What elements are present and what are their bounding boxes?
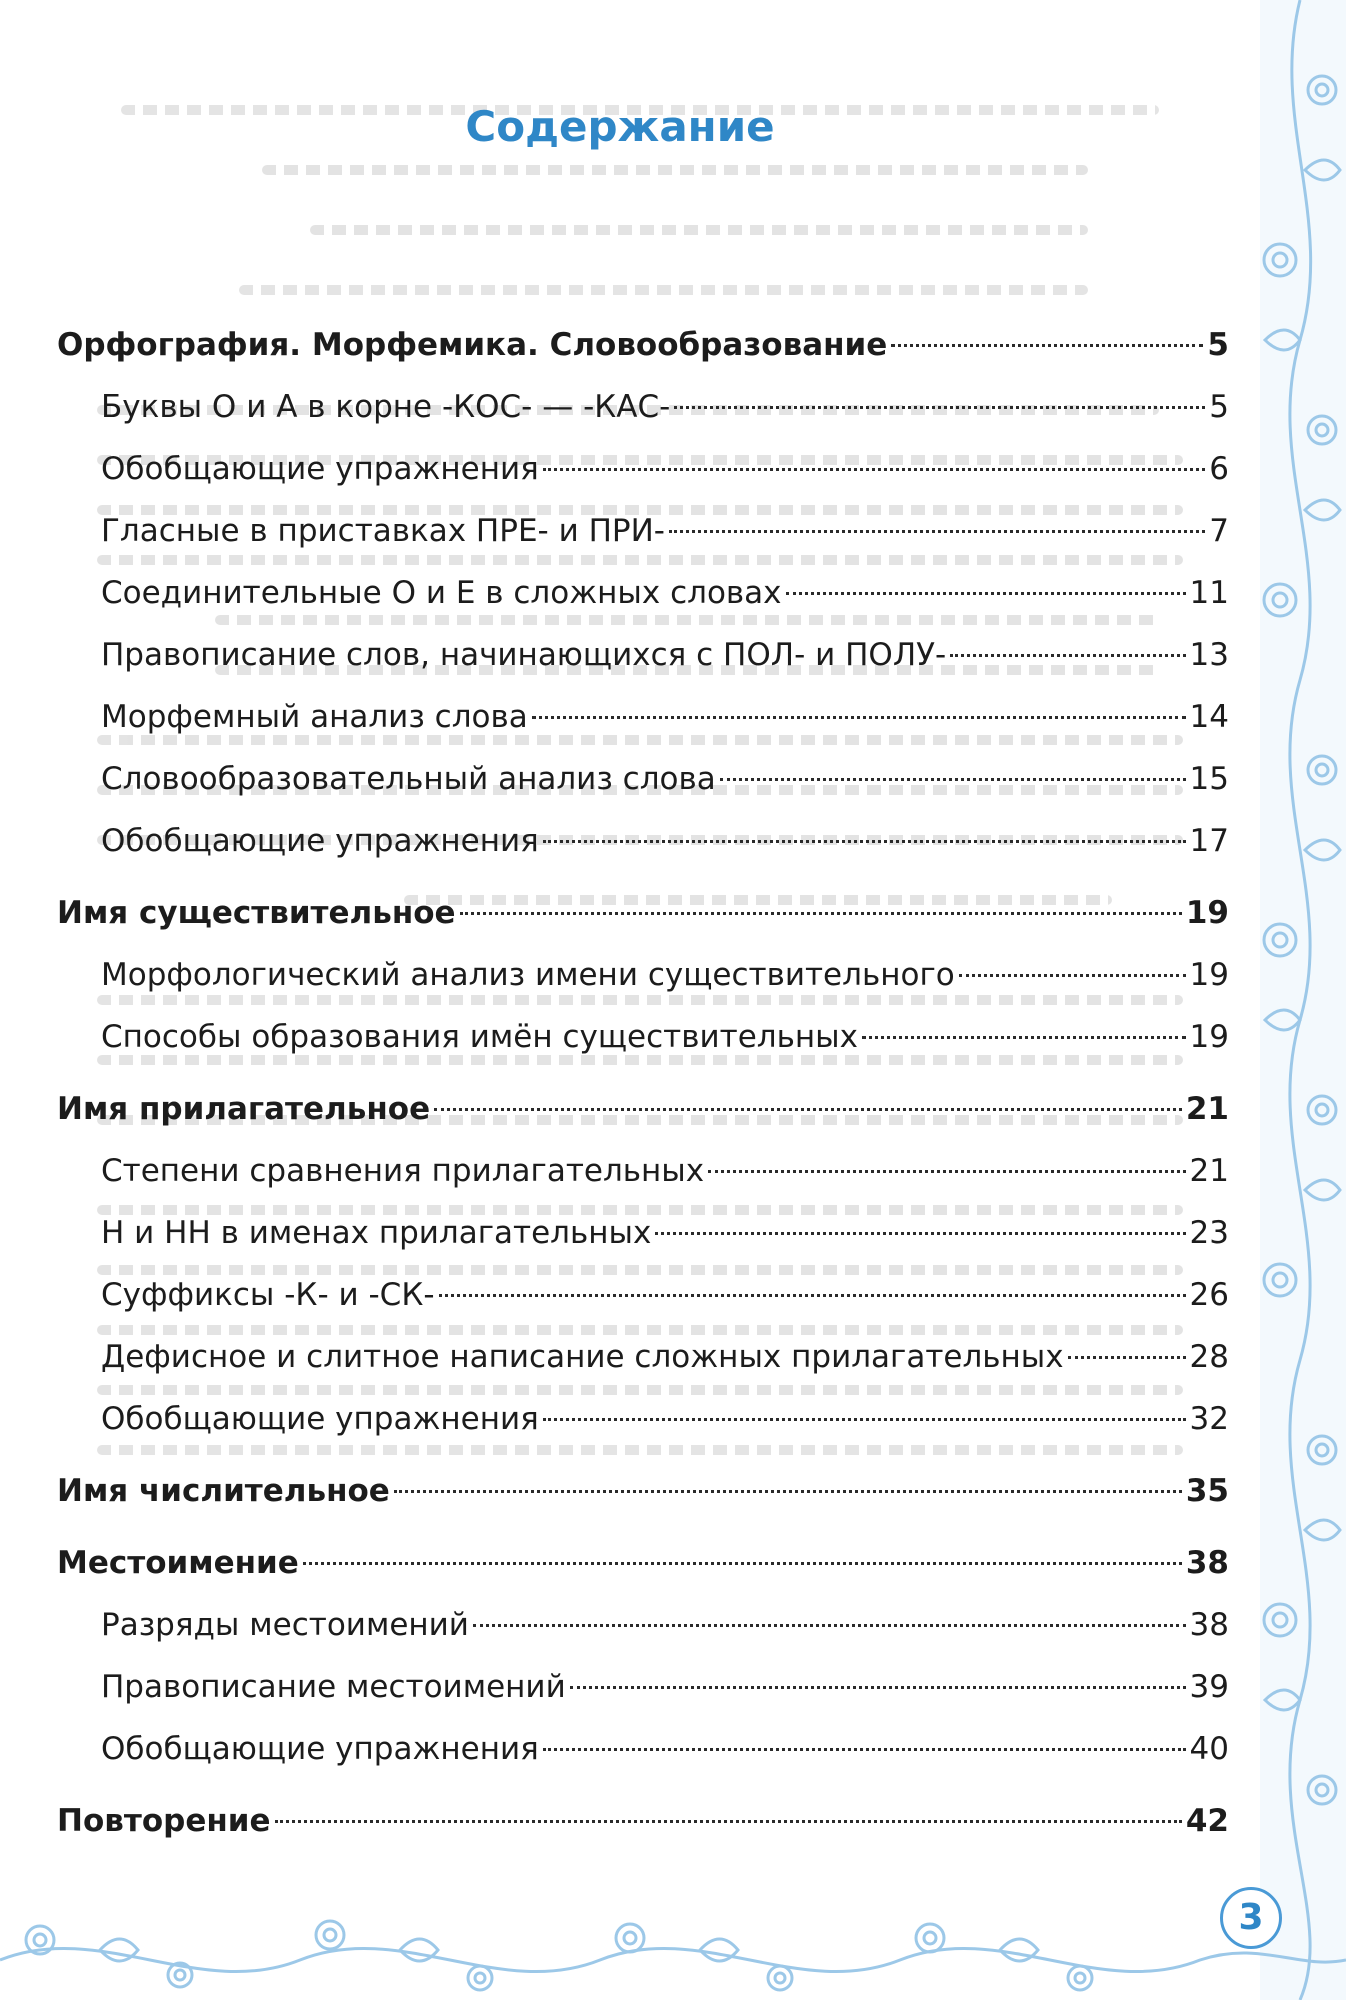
toc-entry-title: Орфография. Морфемика. Словообразование [57,327,888,363]
toc-entry-page: 23 [1189,1215,1229,1251]
toc-entry-page: 40 [1189,1731,1229,1767]
toc-entry-title: Имя числительное [57,1473,390,1509]
toc-entry-title: Н и НН в именах прилагательных [101,1215,652,1251]
toc-entry-page: 26 [1189,1277,1229,1313]
toc-entry-page: 17 [1189,823,1229,859]
dot-leader [543,1748,1186,1751]
toc-entry-title: Морфологический анализ имени существительного [101,957,955,993]
toc-entry [57,1605,1229,1645]
toc-entry [57,955,1229,995]
toc-entry-title: Местоимение [57,1545,299,1581]
toc-entry-page: 32 [1189,1401,1229,1437]
toc-entry-page: 5 [1207,327,1229,363]
dot-leader [950,654,1185,657]
toc-entry-page: 19 [1189,957,1229,993]
toc-entry-page: 39 [1189,1669,1229,1705]
table-of-contents [57,325,1229,1841]
dot-leader [570,1686,1186,1689]
dot-leader [669,530,1205,533]
dot-leader [959,974,1186,977]
toc-entry-title: Обобщающие упражнения [101,1731,539,1767]
toc-entry-page: 7 [1209,513,1229,549]
toc-section [57,1471,1229,1511]
toc-entry-page: 42 [1185,1803,1229,1839]
floral-border-right [1260,0,1346,2000]
toc-entry-page: 21 [1185,1091,1229,1127]
dot-leader [708,1170,1185,1173]
dot-leader [473,1624,1186,1627]
toc-entry-title: Имя существительное [57,895,456,931]
toc-entry-page: 38 [1185,1545,1229,1581]
toc-entry-page: 6 [1209,451,1229,487]
toc-entry [57,511,1229,551]
dot-leader [786,592,1186,595]
toc-entry-title: Гласные в приставках ПРЕ- и ПРИ- [101,513,665,549]
dot-leader [275,1820,1182,1823]
dot-leader [891,344,1203,347]
toc-entry-page: 15 [1189,761,1229,797]
toc-entry-page: 38 [1189,1607,1229,1643]
toc-entry [57,387,1229,427]
toc-entry [57,1399,1229,1439]
toc-entry-page: 5 [1209,389,1229,425]
toc-section [57,1543,1229,1583]
toc-entry [57,697,1229,737]
dot-leader [460,912,1182,915]
toc-entry-page: 19 [1189,1019,1229,1055]
toc-entry-title: Суффиксы -К- и -СК- [101,1277,435,1313]
toc-entry-title: Разряды местоимений [101,1607,469,1643]
toc-entry [57,449,1229,489]
toc-entry-title: Повторение [57,1803,271,1839]
toc-entry-title: Способы образования имён существительных [101,1019,858,1055]
dot-leader [532,716,1186,719]
dot-leader [862,1036,1186,1039]
toc-entry [57,1729,1229,1769]
dot-leader [439,1294,1186,1297]
toc-entry-title: Дефисное и слитное написание сложных прилагательных [101,1339,1064,1375]
toc-entry [57,1213,1229,1253]
toc-entry-title: Морфемный анализ слова [101,699,528,735]
page-title: Содержание [465,102,775,151]
toc-section [57,893,1229,933]
toc-entry [57,1337,1229,1377]
toc-entry-page: 28 [1189,1339,1229,1375]
toc-entry-title: Степени сравнения прилагательных [101,1153,705,1189]
toc-entry-title: Буквы О и А в корне -КОС- — -КАС- [101,389,671,425]
toc-entry-title: Обобщающие упражнения [101,823,539,859]
toc-section [57,325,1229,365]
toc-entry [57,573,1229,613]
toc-entry-page: 13 [1189,637,1229,673]
toc-entry-title: Правописание слов, начинающихся с ПОЛ- и ПОЛУ- [101,637,947,673]
dot-leader [1068,1356,1186,1359]
toc-entry-title: Имя прилагательное [57,1091,431,1127]
toc-entry-page: 21 [1189,1153,1229,1189]
dot-leader [394,1490,1182,1493]
toc-entry-title: Обобщающие упражнения [101,1401,539,1437]
toc-entry-page: 11 [1189,575,1229,611]
toc-entry-page: 14 [1189,699,1229,735]
page-number: 3 [1220,1887,1282,1949]
toc-entry [57,1275,1229,1315]
toc-entry-page: 19 [1185,895,1229,931]
dot-leader [543,468,1205,471]
toc-section [57,1801,1229,1841]
toc-entry-title: Обобщающие упражнения [101,451,539,487]
dot-leader [674,406,1205,409]
dot-leader [655,1232,1185,1235]
toc-entry [57,1667,1229,1707]
toc-entry [57,635,1229,675]
toc-entry [57,821,1229,861]
toc-entry [57,1017,1229,1057]
dot-leader [543,1418,1186,1421]
toc-entry [57,1151,1229,1191]
dot-leader [720,778,1186,781]
toc-section [57,1089,1229,1129]
toc-entry-title: Соединительные О и Е в сложных словах [101,575,782,611]
dot-leader [434,1108,1182,1111]
toc-entry-page: 35 [1185,1473,1229,1509]
dot-leader [543,840,1186,843]
dot-leader [303,1562,1182,1565]
toc-entry-title: Словообразовательный анализ слова [101,761,716,797]
floral-border-bottom [0,1880,1346,2000]
toc-entry-title: Правописание местоимений [101,1669,566,1705]
toc-entry [57,759,1229,799]
